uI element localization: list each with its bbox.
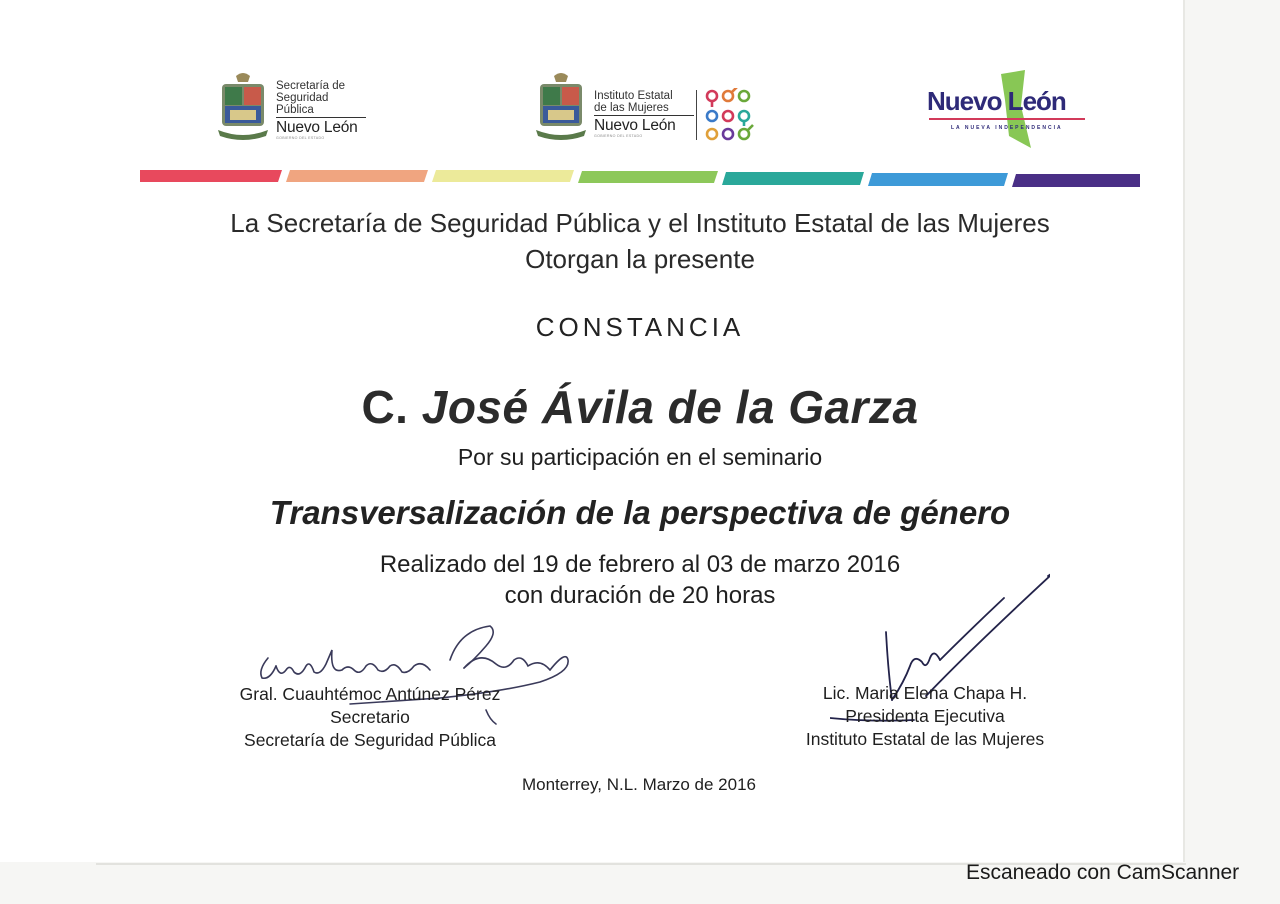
state-crest-icon: [534, 70, 588, 142]
logo-line: Instituto Estatal: [594, 90, 673, 102]
course-title: Transversalización de la perspectiva de género: [269, 494, 1011, 531]
stripe-segment: [868, 173, 1008, 186]
iem-logo-text: [594, 90, 694, 139]
gender-symbols-icon: [704, 88, 760, 144]
logo-line: de las Mujeres: [594, 102, 669, 114]
place-date: Monterrey, N.L. Marzo de 2016: [521, 775, 756, 794]
signatory-role: Presidenta Ejecutiva: [845, 706, 1005, 726]
stripe-segment: [432, 170, 574, 182]
logo-sub: GOBIERNO DEL ESTADO: [594, 134, 643, 138]
logo-brand: Nuevo León: [594, 117, 676, 134]
logo-sub: GOBIERNO DEL ESTADO: [276, 136, 325, 140]
signatory-name: Gral. Cuauhtémoc Antúnez Pérez: [239, 684, 501, 704]
recipient-name: [140, 380, 1140, 434]
logo-brand: Nuevo León: [276, 119, 358, 136]
logo-divider: [696, 90, 697, 140]
signatory-right: [760, 682, 1090, 751]
scanner-watermark: Escaneado con CamScanner: [966, 861, 1240, 884]
intro-line: Otorgan la presente: [525, 244, 755, 274]
sspub-logo: [216, 70, 366, 145]
recipient-fullname: José Ávila de la Garza: [421, 381, 919, 433]
nl-brand: Nuevo León: [927, 86, 1066, 116]
state-crest-icon: [216, 70, 270, 142]
stripe-segment: [1012, 174, 1140, 187]
intro-text: [140, 205, 1140, 277]
nuevo-leon-logo: [925, 70, 1095, 152]
duration-line: con duración de 20 horas: [504, 582, 776, 609]
stripe-segment: [286, 170, 428, 182]
stripe-segment: [140, 170, 282, 182]
intro-line: La Secretaría de Seguridad Pública y el Instituto Estatal de las Mujeres: [230, 208, 1050, 238]
dates-line: Realizado del 19 de febrero al 03 de marzo 2016: [379, 551, 901, 578]
signatory-left: [200, 683, 540, 752]
signatory-org: Secretaría de Seguridad Pública: [244, 730, 496, 750]
logo-line: Secretaría de: [276, 80, 346, 92]
signatory-org: Instituto Estatal de las Mujeres: [805, 729, 1045, 749]
nl-brand-underline: [929, 118, 1085, 120]
logo-line: Pública: [276, 104, 314, 116]
nl-tagline: LA NUEVA INDEPENDENCIA: [951, 125, 1063, 131]
certificate-heading: CONSTANCIA: [535, 312, 745, 342]
stripe-segment: [578, 171, 718, 183]
signatory-name: Lic. Maria Elena Chapa H.: [822, 683, 1028, 703]
sspub-logo-text: [276, 80, 366, 141]
iem-logo: [534, 70, 764, 145]
stripe-segment: [722, 172, 864, 185]
paper-edge: [1183, 0, 1185, 862]
signatory-role: Secretario: [330, 707, 410, 727]
logo-line: Seguridad: [276, 92, 329, 104]
color-stripe: [140, 168, 1140, 188]
participation-text: Por su participación en el seminario: [457, 444, 823, 470]
recipient-prefix: C.: [361, 381, 409, 433]
